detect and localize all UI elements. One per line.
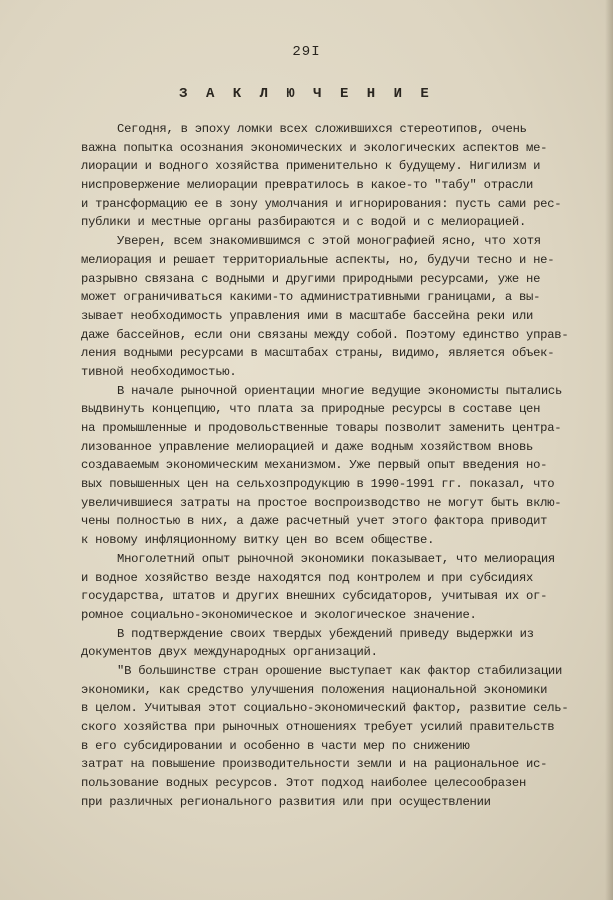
text-line: при различных регионального развития или при осуществлении (81, 794, 491, 809)
text-line: "В большинстве стран орошение выступает как фактор стабилизации (117, 663, 563, 678)
body-text (81, 120, 611, 811)
text-line: ского хозяйства при рыночных отношениях требует усилий правительств (81, 720, 555, 734)
text-line: создаваемым экономическим механизмом. Уже первый опыт введения но- (81, 458, 548, 473)
text-line: государства, штатов и других внешних субсидаторов, учитывая их ог- (81, 589, 548, 604)
text-line: ромное социально-экономическое и экологическое значение. (81, 607, 477, 622)
text-line: и трансформацию ее в зону умолчания и игнорирования: пусть сами рес- (81, 196, 562, 211)
page-edge-shadow (605, 0, 613, 900)
text-line: и водное хозяйство везде находятся под контролем и при субсидиях (81, 570, 534, 585)
text-line: увеличившиеся затраты на простое воспроизводство не могут быть вклю- (81, 495, 562, 510)
text-line: мелиорация и решает территориальные аспекты, но, будучи тесно и не- (81, 252, 555, 267)
text-line: тивной необходимостью. (81, 364, 237, 379)
text-line: документов двух международных организаций. (81, 645, 378, 660)
text-line: даже бассейнов, если они связаны между собой. Поэтому единство управ- (81, 327, 569, 342)
text-line: разрывно связана с водными и другими природными ресурсами, уже не (81, 271, 541, 286)
text-line: чены полностью в них, а даже расчетный учет этого фактора приводит (81, 514, 548, 529)
page-number: 29I (292, 44, 321, 60)
text-line: ления водными ресурсами в масштабах страны, видимо, является объек- (81, 346, 555, 361)
text-line: в целом. Учитывая этот социально-экономический фактор, развитие сель- (81, 701, 569, 716)
text-line: Сегодня, в эпоху ломки всех сложившихся стереотипов, очень (117, 122, 527, 136)
text-line: к новому инфляционному витку цен во всем обществе. (81, 533, 435, 548)
text-line: выдвинуть концепцию, что плата за природные ресурсы в составе цен (81, 402, 541, 417)
text-line: может ограничиваться какими-то административными границами, а вы- (81, 290, 541, 305)
text-line: зывает необходимость управления ими в масштабе бассейна реки или (81, 308, 534, 323)
text-line: важна попытка осознания экономических и экологических аспектов ме- (81, 140, 548, 155)
text-line: в его субсидировании и особенно в части мер по снижению (81, 738, 470, 753)
text-line: лиорации и водного хозяйства применительно к будущему. Нигилизм и (81, 159, 541, 174)
text-line: Уверен, всем знакомившимся с этой монографией ясно, что хотя (117, 234, 541, 249)
text-line: Многолетний опыт рыночной экономики показывает, что мелиорация (117, 551, 555, 566)
text-line: лизованное управление мелиорацией и даже водным хозяйством вновь (81, 439, 534, 454)
text-line: В подтверждение своих твердых убеждений приведу выдержки из (117, 626, 534, 641)
text-line: затрат на повышение производительности земли и на рациональное ис- (81, 757, 548, 772)
text-line: на промышленные и продовольственные товары позволит заменить центра- (81, 421, 562, 435)
text-line: ниспровержение мелиорации превратилось в какое-то "табу" отрасли (81, 178, 534, 193)
text-line: вых повышенных цен на сельхозпродукцию в 1990-1991 гг. показал, что (81, 477, 555, 492)
text-line: экономики, как средство улучшения положения национальной экономики (81, 682, 548, 697)
text-line: публики и местные органы разбираются и с водой и с мелиорацией. (81, 215, 527, 230)
section-heading: З А К Л Ю Ч Е Н И Е (179, 86, 434, 102)
text-line: В начале рыночной ориентации многие ведущие экономисты пытались (117, 383, 563, 398)
text-line: пользование водных ресурсов. Этот подход наиболее целесообразен (81, 776, 527, 791)
